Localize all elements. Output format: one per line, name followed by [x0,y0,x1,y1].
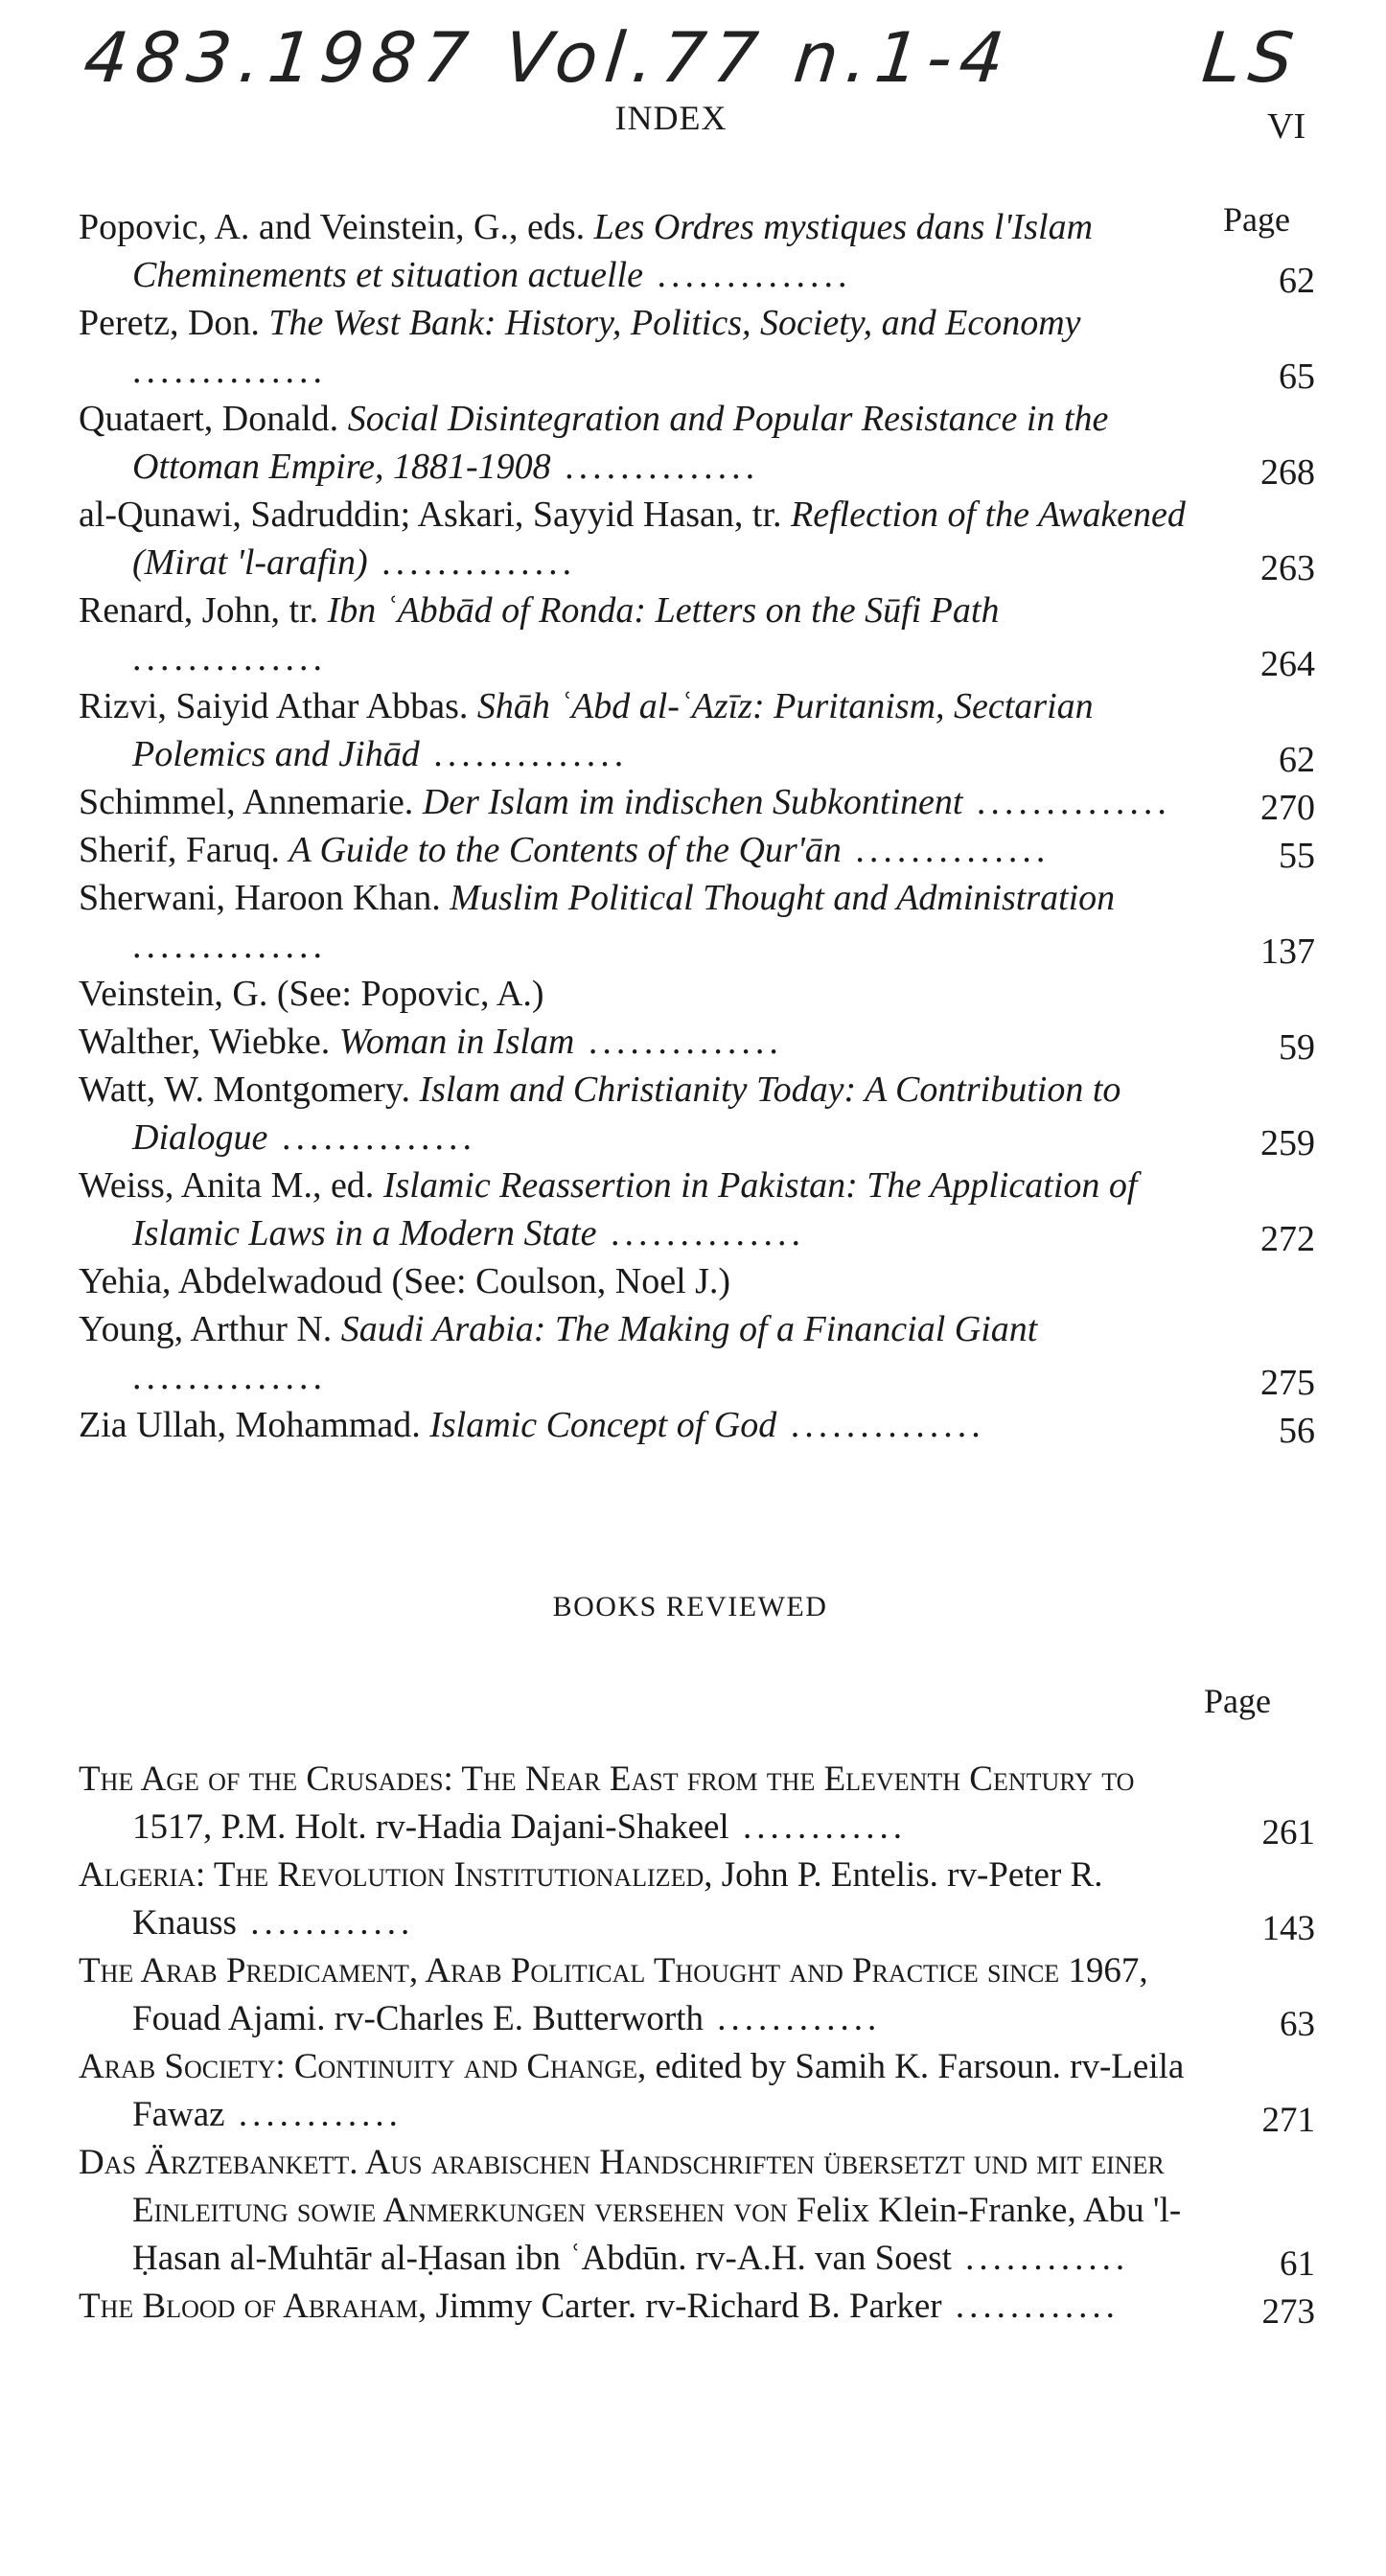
dot-leader: .............. [962,782,1171,822]
review-page: 61 [1280,2244,1315,2284]
index-entry [79,1401,1315,1449]
index-entry [79,1066,1315,1162]
index-entry [79,778,1315,826]
entry-title: Der Islam im indischen Subkontinent [422,782,963,822]
entry-page: 137 [1260,932,1315,972]
index-entry [79,491,1315,586]
entry-author: Peretz, Don. [79,303,260,343]
entry-page: 62 [1279,740,1315,780]
index-page-column-label: Page [1223,200,1290,239]
dot-leader: ............ [224,2095,403,2134]
index-list [79,203,1315,1449]
dot-leader: ............ [951,2239,1130,2278]
dot-leader: .............. [132,351,327,391]
dot-leader: .............. [596,1213,805,1254]
index-entry [79,203,1315,299]
review-book-title: Algeria: The Revolution Institutionalized, [79,1855,713,1895]
review-entry [79,1756,1315,1852]
entry-title: Reflection of the Awakened (Mirat 'l-arafin) [132,494,1186,583]
entry-page: 268 [1260,452,1315,493]
entry-title: A Guide to the Contents of the Qur'ān [289,830,842,870]
entry-page: 62 [1279,261,1315,301]
dot-leader: .............. [132,1357,327,1397]
entry-author: Watt, W. Montgomery. [79,1070,410,1110]
entry-author: Popovic, A. and Veinstein, G., eds. [79,207,586,247]
dot-leader: .............. [776,1405,985,1445]
entry-author: Quataert, Donald. [79,399,339,439]
entry-author: Veinstein, G. (See: Popovic, A.) [79,974,544,1014]
entry-page: 56 [1279,1411,1315,1451]
entry-author: Schimmel, Annemarie. [79,782,414,822]
review-entry [79,2283,1315,2331]
entry-title: Islam and Christianity Today: A Contribution to Dialogue [132,1070,1121,1158]
dot-leader: .............. [841,830,1051,870]
review-book-title: Das Ärztebankett. Aus arabischen Handschriften übersetzt und mit einer Einleitung sowie Anmerkungen versehen von [79,2143,1165,2230]
dot-leader: .............. [419,734,629,774]
entry-author: Renard, John, tr. [79,590,319,631]
review-page: 271 [1261,2101,1315,2140]
index-entry [79,299,1315,395]
dot-leader: .............. [132,638,327,678]
index-entry [79,1305,1315,1401]
entry-title: Woman in Islam [338,1022,575,1062]
entry-author: Young, Arthur N. [79,1309,333,1349]
entry-page: 55 [1279,836,1315,876]
entry-title: Les Ordres mystiques dans l'Islam Cheminements et situation actuelle [132,207,1094,295]
entry-title: Ibn ʿAbbād of Ronda: Letters on the Sūfi Path [327,590,1000,631]
running-title: INDEX [614,99,728,137]
dot-leader: .............. [367,542,577,583]
review-page: 273 [1261,2292,1315,2332]
entry-page: 272 [1260,1219,1315,1259]
index-entry [79,826,1315,874]
entry-author: Walther, Wiebke. [79,1022,331,1062]
books-reviewed-page-column-label: Page [1204,1682,1271,1720]
entry-page: 259 [1260,1123,1315,1163]
index-entry [79,1018,1315,1066]
entry-page: 263 [1260,548,1315,588]
index-entry [79,1162,1315,1257]
entry-page: 270 [1260,788,1315,828]
entry-title: Islamic Concept of God [429,1405,777,1445]
index-entry [79,970,1315,1018]
dot-leader: ............ [941,2287,1120,2326]
index-entry [79,586,1315,682]
review-details: John P. Entelis. rv-Peter R. Knauss [132,1855,1103,1943]
entry-title: Saudi Arabia: The Making of a Financial Giant [340,1309,1038,1349]
review-details: P.M. Holt. rv-Hadia Dajani-Shakeel [220,1807,729,1847]
review-book-title: Arab Society: Continuity and Change, [79,2047,647,2086]
review-book-title: The Arab Predicament, Arab Political Thought and Practice since 1967, [79,1951,1148,1990]
books-reviewed-heading: BOOKS REVIEWED [552,1591,828,1622]
handwritten-shelfmark: 483.1987 Vol.77 n.1-4 [80,17,1016,98]
review-details: Fouad Ajami. rv-Charles E. Butterworth [132,1999,705,2038]
review-details: Jimmy Carter. rv-Richard B. Parker [435,2287,942,2326]
dot-leader: .............. [267,1117,476,1158]
handwritten-initials: LS [1198,17,1305,98]
entry-page: 65 [1279,356,1315,397]
review-page: 261 [1261,1813,1315,1852]
entry-author: Zia Ullah, Mohammad. [79,1405,421,1445]
dot-leader: .............. [574,1022,783,1062]
entry-title: The West Bank: History, Politics, Society, and Economy [268,303,1081,343]
entry-author: Sherwani, Haroon Khan. [79,878,441,918]
review-details: edited by Samih K. Farsoun. rv-Leila Fawaz [132,2047,1185,2134]
entry-author: Sherif, Faruq. [79,830,281,870]
review-entry [79,2139,1315,2283]
dot-leader: .............. [550,447,760,487]
dot-leader: .............. [132,926,327,966]
entry-title: Islamic Reassertion in Pakistan: The Application of Islamic Laws in a Modern State [132,1165,1138,1254]
index-entry [79,682,1315,778]
review-entry [79,1852,1315,1947]
page-number: VI [1267,106,1306,147]
review-page: 143 [1261,1909,1315,1948]
entry-author: al-Qunawi, Sadruddin; Askari, Sayyid Hasan, tr. [79,494,782,535]
review-book-title: The Age of the Crusades: The Near East from the Eleventh Century to 1517, [79,1760,1135,1847]
review-book-title: The Blood of Abraham, [79,2287,427,2326]
index-entry [79,1257,1315,1305]
entry-page: 59 [1279,1027,1315,1068]
dot-leader: ............ [704,1999,882,2038]
dot-leader: ............ [728,1807,907,1847]
review-page: 63 [1280,2005,1315,2044]
entry-title: Muslim Political Thought and Administration [450,878,1116,918]
dot-leader: ............ [236,1903,415,1943]
entry-author: Weiss, Anita M., ed. [79,1165,375,1206]
entry-title: Shāh ʿAbd al-ʿAzīz: Puritanism, Sectarian Polemics and Jihād [132,686,1094,774]
index-entry [79,874,1315,970]
entry-page: 275 [1260,1363,1315,1403]
books-reviewed-list [79,1756,1315,2331]
dot-leader: .............. [642,255,852,295]
entry-author: Rizvi, Saiyid Athar Abbas. [79,686,469,726]
index-entry [79,395,1315,491]
review-details: Felix Klein-Franke, Abu 'l-Ḥasan al-Muhtār al-Ḥasan ibn ʿAbdūn. rv-A.H. van Soest [132,2191,1182,2278]
entry-title: Social Disintegration and Popular Resistance in the Ottoman Empire, 1881-1908 [132,399,1109,487]
review-entry [79,2043,1315,2139]
entry-page: 264 [1260,644,1315,684]
review-entry [79,1947,1315,2043]
entry-author: Yehia, Abdelwadoud (See: Coulson, Noel J.) [79,1261,731,1301]
